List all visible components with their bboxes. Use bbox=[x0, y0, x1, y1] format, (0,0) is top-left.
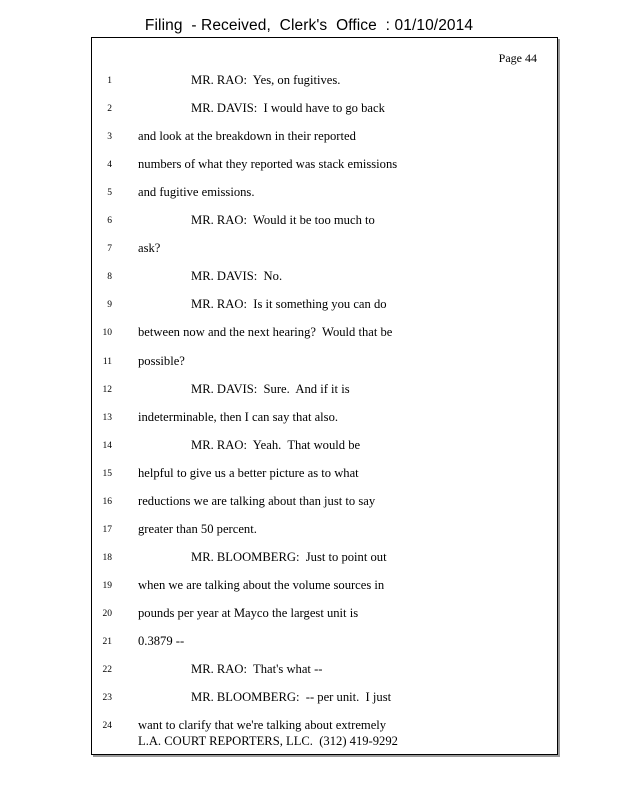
transcript-line bbox=[92, 184, 557, 204]
line-number: 13 bbox=[102, 412, 112, 423]
line-number: 15 bbox=[102, 468, 112, 479]
line-text: MR. BLOOMBERG: Just to point out bbox=[191, 549, 387, 564]
line-number: 17 bbox=[102, 524, 112, 535]
line-text: and look at the breakdown in their reported bbox=[138, 129, 356, 144]
filing-header: Filing - Received, Clerk's Office : 01/10/2014 bbox=[144, 17, 474, 34]
line-text: MR. DAVIS: Sure. And if it is bbox=[191, 381, 350, 396]
line-text: MR. RAO: That's what -- bbox=[191, 662, 323, 677]
line-text: indeterminable, then I can say that also. bbox=[138, 409, 339, 424]
line-number: 23 bbox=[102, 693, 112, 704]
transcript-line bbox=[92, 324, 557, 344]
transcript-line bbox=[92, 689, 557, 709]
line-number: 10 bbox=[102, 328, 112, 339]
transcript-line bbox=[92, 128, 557, 148]
line-number: 12 bbox=[102, 384, 112, 395]
transcript-line bbox=[92, 212, 557, 232]
line-text: ask? bbox=[138, 241, 161, 256]
line-text: MR. BLOOMBERG: -- per unit. I just bbox=[191, 690, 392, 705]
line-text: when we are talking about the volume sources in bbox=[138, 577, 385, 592]
line-text: and fugitive emissions. bbox=[138, 185, 255, 200]
line-text: greater than 50 percent. bbox=[138, 521, 257, 536]
line-text: MR. DAVIS: I would have to go back bbox=[191, 101, 385, 116]
line-number: 21 bbox=[102, 637, 112, 647]
transcript-line bbox=[92, 156, 557, 176]
transcript-line bbox=[92, 437, 557, 457]
line-text: MR. RAO: Yeah. That would be bbox=[191, 437, 361, 452]
court-reporter-footer: L.A. COURT REPORTERS, LLC. (312) 419-9292 bbox=[138, 734, 398, 748]
transcript-line bbox=[92, 521, 557, 541]
line-number: 5 bbox=[107, 188, 112, 199]
transcript-page bbox=[91, 37, 558, 755]
transcript-line bbox=[92, 296, 557, 316]
line-text: want to clarify that we're talking about extremely bbox=[138, 718, 387, 733]
transcript-line bbox=[92, 633, 557, 653]
line-text: possible? bbox=[138, 353, 185, 368]
line-number: 4 bbox=[107, 160, 112, 171]
line-number: 20 bbox=[102, 608, 112, 619]
line-text: MR. RAO: Would it be too much to bbox=[191, 213, 375, 228]
line-number: 7 bbox=[107, 244, 112, 255]
line-text: MR. RAO: Is it something you can do bbox=[191, 297, 387, 312]
line-number: 9 bbox=[107, 300, 112, 311]
transcript-line bbox=[92, 268, 557, 288]
transcript-line bbox=[92, 353, 557, 373]
transcript-line bbox=[92, 661, 557, 681]
transcript-line bbox=[92, 605, 557, 625]
line-number: 2 bbox=[107, 104, 112, 115]
transcript-line bbox=[92, 381, 557, 401]
line-text: 0.3879 -- bbox=[138, 634, 185, 648]
page-number: Page 44 bbox=[498, 51, 537, 65]
line-number: 14 bbox=[102, 440, 112, 451]
line-number: 11 bbox=[102, 356, 112, 367]
line-number: 18 bbox=[102, 552, 112, 563]
line-text: helpful to give us a better picture as to what bbox=[138, 465, 359, 480]
line-text: MR. RAO: Yes, on fugitives. bbox=[191, 73, 341, 87]
line-number: 22 bbox=[102, 665, 112, 676]
line-text: reductions we are talking about than just to say bbox=[138, 493, 376, 508]
transcript-line bbox=[92, 240, 557, 260]
line-text: MR. DAVIS: No. bbox=[191, 269, 283, 284]
line-number: 19 bbox=[102, 580, 112, 591]
line-text: pounds per year at Mayco the largest unit is bbox=[138, 605, 359, 620]
line-number: 24 bbox=[102, 721, 112, 732]
line-number: 3 bbox=[107, 132, 112, 143]
line-number: 8 bbox=[107, 272, 112, 283]
transcript-line bbox=[92, 100, 557, 120]
transcript-line bbox=[92, 72, 557, 92]
line-text: numbers of what they reported was stack emissions bbox=[138, 157, 398, 172]
transcript-line bbox=[92, 577, 557, 597]
transcript-line bbox=[92, 409, 557, 429]
line-text: between now and the next hearing? Would that be bbox=[138, 325, 393, 340]
line-number: 6 bbox=[107, 216, 112, 227]
line-number: 16 bbox=[102, 496, 112, 507]
line-number: 1 bbox=[107, 76, 112, 86]
transcript-line bbox=[92, 465, 557, 485]
transcript-line bbox=[92, 493, 557, 513]
transcript-line bbox=[92, 549, 557, 569]
